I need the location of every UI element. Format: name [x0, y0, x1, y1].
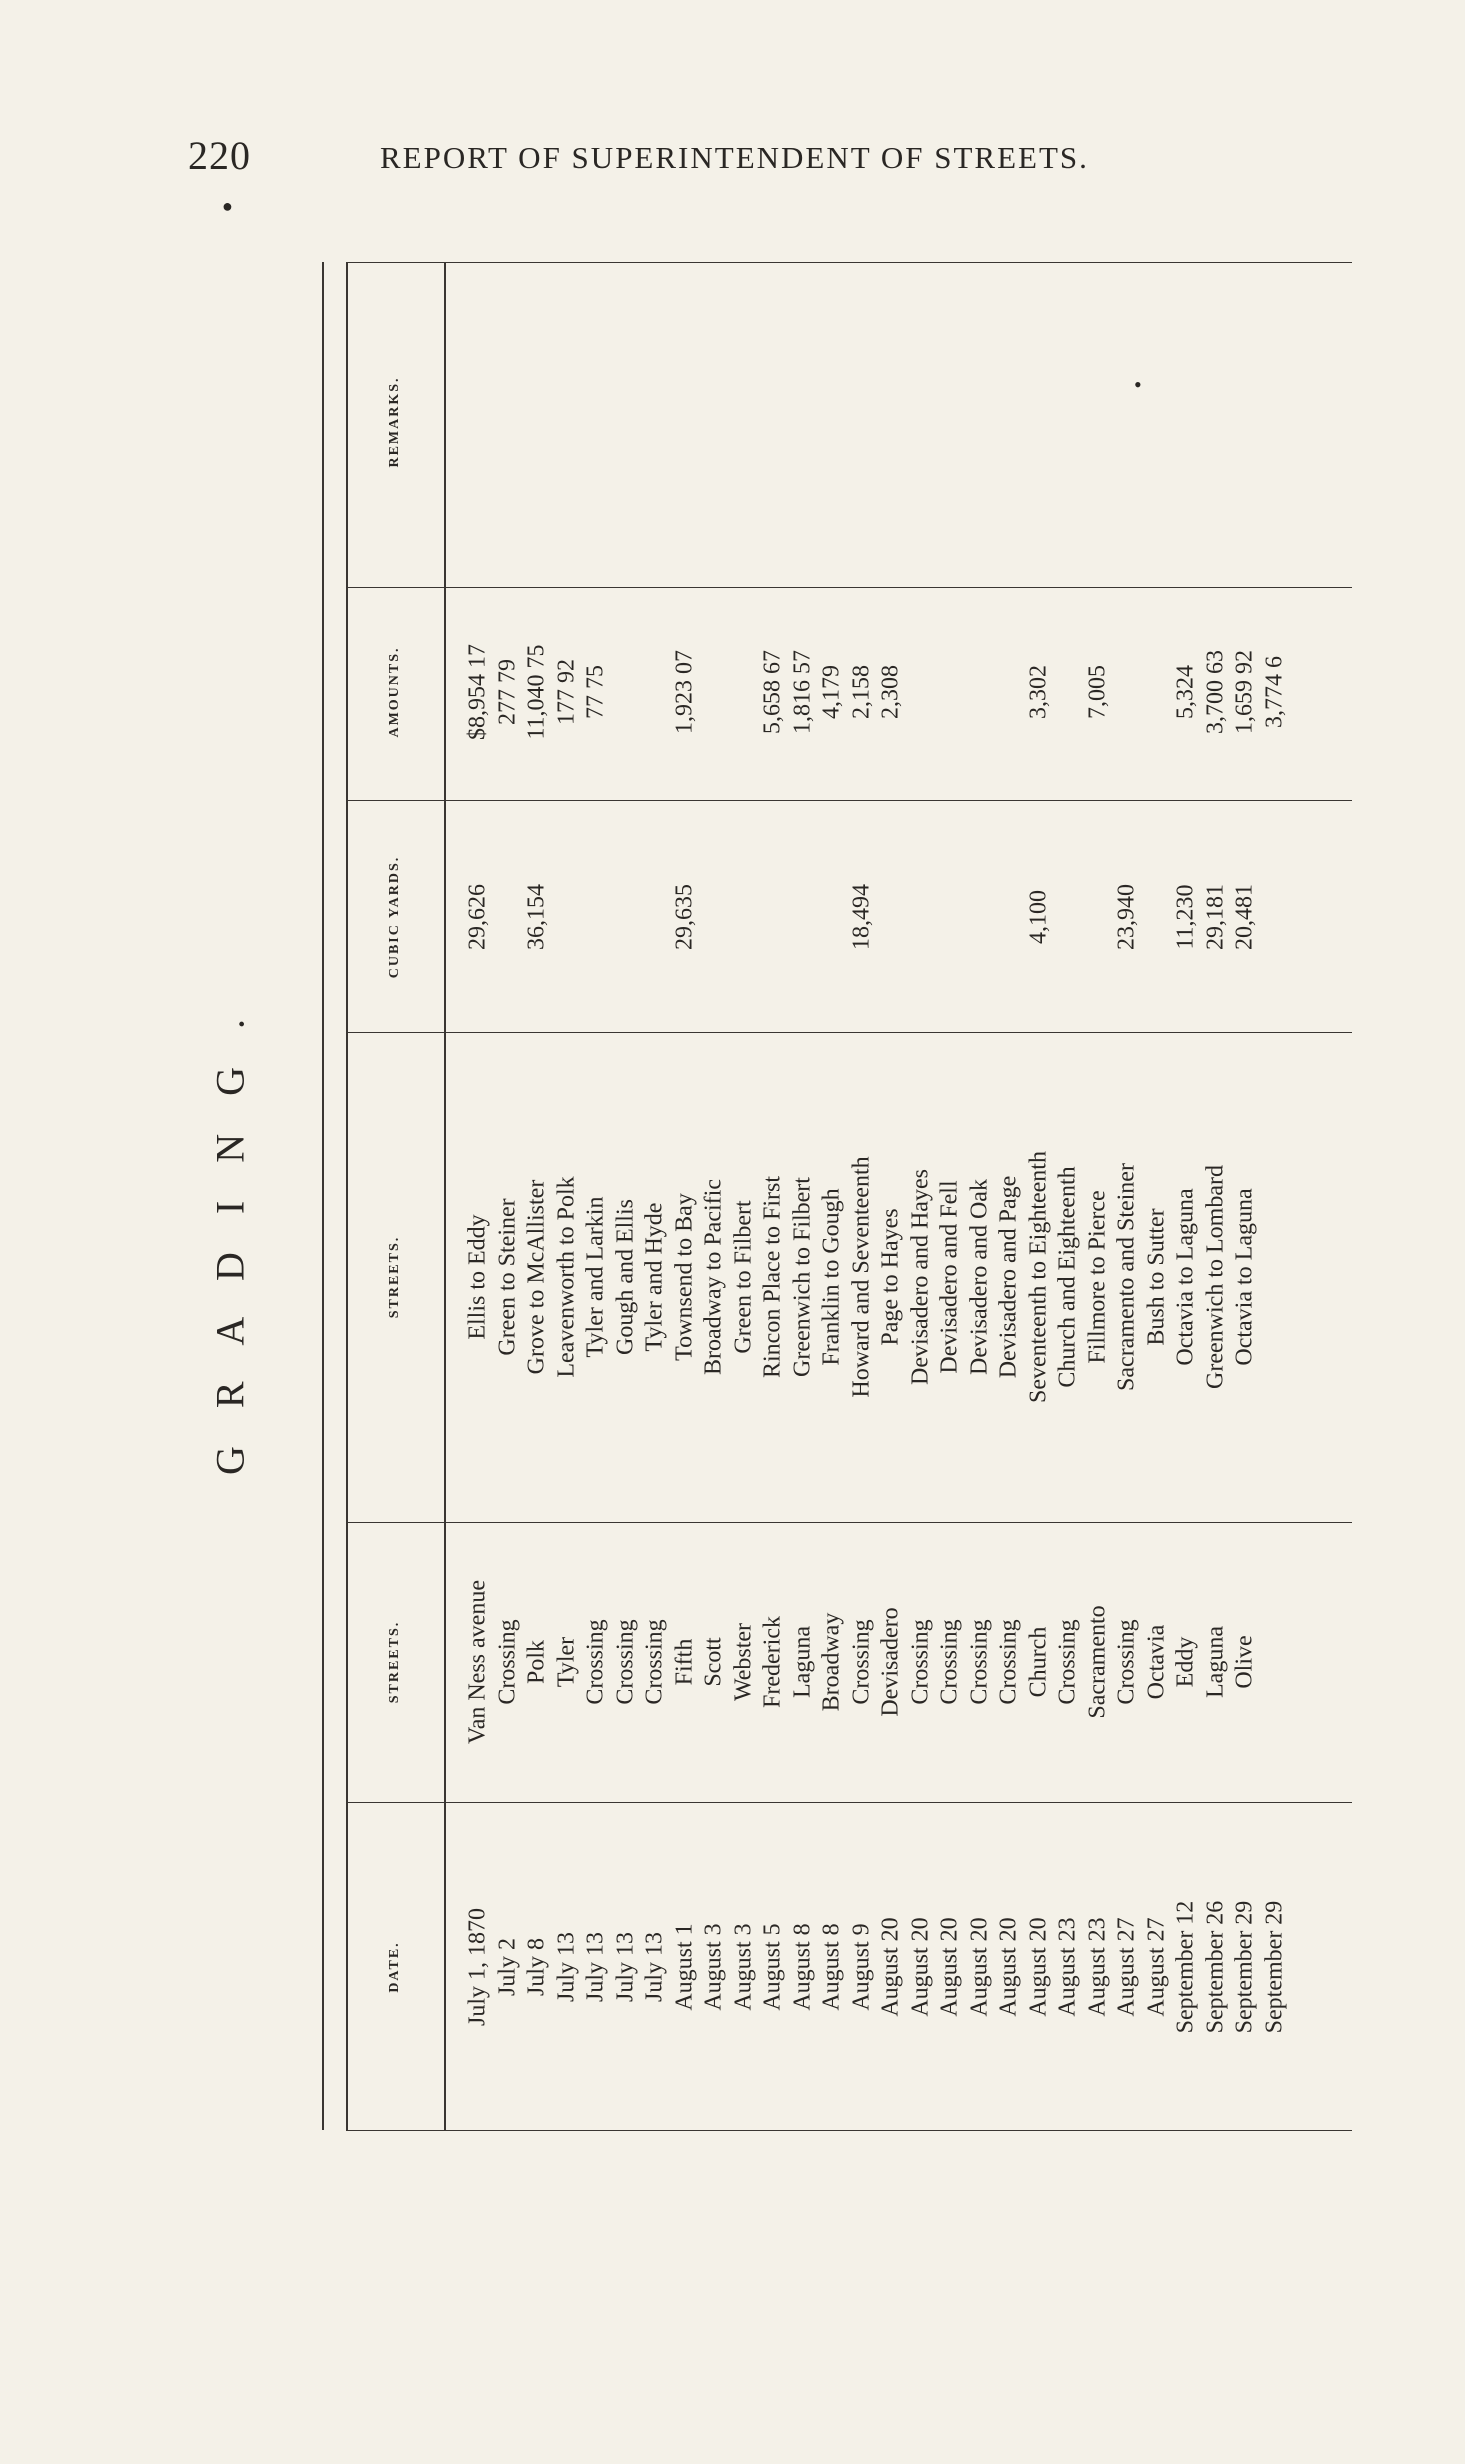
- amount-cell: 2,158: [848, 665, 874, 719]
- cubic-yards-cell: 29,626: [464, 884, 491, 950]
- street-cell: Van Ness avenue: [464, 1580, 491, 1744]
- between-cell: Greenwich to Lombard: [1202, 1165, 1228, 1389]
- date-cell: August 27: [1113, 1917, 1140, 2017]
- date-cell: August 20: [995, 1917, 1022, 2017]
- between-cell: Franklin to Gough: [818, 1188, 845, 1366]
- amount-cell: 277 79: [494, 659, 520, 725]
- table-row: [641, 262, 670, 2130]
- street-cell: Eddy: [1172, 1636, 1199, 1688]
- street-cell: Sacramento: [1084, 1605, 1110, 1719]
- amount-cell: 3,774 6: [1261, 656, 1287, 728]
- amount-cell: 7,005: [1084, 665, 1110, 719]
- between-cell: Tyler and Hyde: [641, 1202, 668, 1352]
- table-row: [1084, 262, 1113, 2130]
- date-cell: July 1, 1870: [464, 1907, 491, 2027]
- cubic-yards-cell: 36,154: [523, 884, 550, 950]
- table-row: [936, 262, 965, 2130]
- between-cell: Octavia to Laguna: [1172, 1188, 1199, 1366]
- table-row: [1054, 262, 1083, 2130]
- between-cell: Octavia to Laguna: [1231, 1188, 1258, 1366]
- amount-cell: 177 92: [553, 659, 579, 725]
- amount-cell: 5,324: [1172, 665, 1199, 719]
- table-row: [789, 262, 818, 2130]
- street-cell: Polk: [523, 1639, 550, 1685]
- table-row: [1231, 262, 1260, 2130]
- cubic-yards-cell: 18,494: [848, 884, 874, 950]
- amount-cell: 3,302: [1025, 665, 1051, 719]
- between-cell: Howard and Seventeenth: [848, 1156, 874, 1398]
- between-cell: Tyler and Larkin: [582, 1196, 609, 1358]
- street-cell: Devisadero: [877, 1607, 904, 1717]
- date-cell: September 29: [1261, 1900, 1287, 2034]
- grading-table: [322, 262, 1352, 2130]
- date-cell: August 3: [700, 1923, 727, 2011]
- between-cell: Ellis to Eddy: [464, 1214, 491, 1340]
- table-rule-left: [322, 262, 324, 2130]
- between-cell: Devisadero and Oak: [966, 1179, 992, 1375]
- amount-cell: 4,179: [818, 665, 845, 719]
- header-between: STREETS.: [387, 1235, 402, 1319]
- cubic-yards-cell: 11,230: [1172, 884, 1199, 950]
- date-cell: August 20: [907, 1917, 933, 2017]
- between-cell: Bush to Sutter: [1143, 1208, 1169, 1346]
- between-cell: Page to Hayes: [877, 1208, 904, 1346]
- amount-cell: 1,659 92: [1231, 650, 1258, 734]
- table-rule-bottom: [346, 2130, 1352, 2131]
- table-row: [464, 262, 493, 2130]
- header-streets: STREETS.: [387, 1620, 402, 1704]
- date-cell: August 5: [759, 1923, 786, 2011]
- table-row: [1202, 262, 1231, 2130]
- table-row: [848, 262, 877, 2130]
- header-date: DATE.: [387, 1941, 402, 1993]
- date-cell: September 12: [1172, 1900, 1199, 2034]
- table-row: [907, 262, 936, 2130]
- between-cell: Grove to McAllister: [523, 1179, 550, 1375]
- table-row: [966, 262, 995, 2130]
- street-cell: Tyler: [553, 1636, 579, 1688]
- street-cell: Crossing: [1113, 1619, 1140, 1705]
- amount-cell: 3,700 63: [1202, 650, 1228, 734]
- date-cell: September 29: [1231, 1900, 1258, 2034]
- between-cell: Seventeenth to Eighteenth: [1025, 1151, 1051, 1403]
- table-row: [759, 262, 788, 2130]
- date-cell: August 9: [848, 1923, 874, 2011]
- between-cell: Devisadero and Fell: [936, 1180, 963, 1374]
- between-cell: Green to Filbert: [730, 1200, 756, 1354]
- bullet-mark: ●: [222, 196, 233, 216]
- amount-cell: 5,658 67: [759, 650, 786, 734]
- table-row: [582, 262, 611, 2130]
- date-cell: July 13: [582, 1931, 609, 2003]
- street-cell: Crossing: [966, 1619, 992, 1705]
- street-cell: Crossing: [494, 1619, 520, 1705]
- amount-cell: 11,040 75: [523, 644, 550, 740]
- table-row: [730, 262, 759, 2130]
- table-row: [818, 262, 847, 2130]
- date-cell: August 27: [1143, 1917, 1169, 2017]
- amount-cell: 1,923 07: [671, 650, 697, 734]
- street-cell: Crossing: [936, 1619, 963, 1705]
- between-cell: Townsend to Bay: [671, 1193, 697, 1361]
- street-cell: Scott: [700, 1637, 727, 1687]
- between-cell: Devisadero and Page: [995, 1175, 1022, 1379]
- header-cubic-yards: CUBIC YARDS.: [387, 855, 402, 979]
- date-cell: July 2: [494, 1937, 520, 1997]
- amount-cell: 2,308: [877, 665, 904, 719]
- date-cell: July 13: [641, 1931, 668, 2003]
- street-cell: Crossing: [848, 1619, 874, 1705]
- date-cell: July 13: [612, 1931, 638, 2003]
- between-cell: Fillmore to Pierce: [1084, 1190, 1110, 1364]
- date-cell: August 20: [877, 1917, 904, 2017]
- cubic-yards-cell: 23,940: [1113, 884, 1140, 950]
- table-row: [612, 262, 641, 2130]
- table-row: [553, 262, 582, 2130]
- street-cell: Frederick: [759, 1616, 786, 1708]
- page-number: 220: [188, 133, 251, 178]
- table-row: [1261, 262, 1290, 2130]
- date-cell: August 23: [1084, 1917, 1110, 2017]
- date-cell: August 20: [1025, 1917, 1051, 2017]
- street-cell: Crossing: [612, 1619, 638, 1705]
- between-cell: Church and Eighteenth: [1054, 1166, 1081, 1388]
- running-head: REPORT OF SUPERINTENDENT OF STREETS.: [380, 140, 1089, 175]
- street-cell: Laguna: [789, 1626, 815, 1698]
- table-row: [877, 262, 906, 2130]
- date-cell: August 23: [1054, 1917, 1081, 2017]
- cubic-yards-cell: 4,100: [1025, 890, 1051, 944]
- street-cell: Broadway: [818, 1612, 845, 1712]
- cubic-yards-cell: 29,635: [671, 884, 697, 950]
- street-cell: Church: [1025, 1626, 1051, 1698]
- table-rule-left-inner: [346, 262, 348, 2130]
- table-row: [700, 262, 729, 2130]
- date-cell: September 26: [1202, 1900, 1228, 2034]
- table-row: [995, 262, 1024, 2130]
- street-cell: Crossing: [641, 1619, 668, 1705]
- date-cell: August 3: [730, 1923, 756, 2011]
- amount-cell: 77 75: [582, 665, 609, 719]
- date-cell: August 20: [966, 1917, 992, 2017]
- table-row: [1172, 262, 1201, 2130]
- street-cell: Fifth: [671, 1638, 697, 1686]
- street-cell: Crossing: [907, 1619, 933, 1705]
- street-cell: Octavia: [1143, 1624, 1169, 1700]
- street-cell: Laguna: [1202, 1626, 1228, 1698]
- header-column-rule: [444, 262, 446, 2130]
- date-cell: July 8: [523, 1937, 550, 1997]
- between-cell: Greenwich to Filbert: [789, 1177, 815, 1377]
- table-row: [1025, 262, 1054, 2130]
- between-cell: Devisadero and Hayes: [907, 1169, 933, 1385]
- between-cell: Broadway to Pacific: [700, 1179, 727, 1375]
- street-cell: Crossing: [582, 1619, 609, 1705]
- between-cell: Gough and Ellis: [612, 1199, 638, 1355]
- stray-mark: •: [1134, 372, 1142, 397]
- amount-cell: 1,816 57: [789, 650, 815, 734]
- header-amounts: AMOUNTS.: [387, 646, 402, 738]
- amount-cell: $8,954 17: [464, 644, 491, 740]
- table-row: [1143, 262, 1172, 2130]
- date-cell: August 8: [818, 1923, 845, 2011]
- between-cell: Rincon Place to First: [759, 1176, 786, 1378]
- date-cell: August 20: [936, 1917, 963, 2017]
- street-cell: Crossing: [995, 1619, 1022, 1705]
- cubic-yards-cell: 20,481: [1231, 884, 1258, 950]
- table-row: [523, 262, 552, 2130]
- street-cell: Webster: [730, 1622, 756, 1702]
- between-cell: Green to Steiner: [494, 1198, 520, 1356]
- street-cell: Olive: [1231, 1635, 1258, 1689]
- header-remarks: REMARKS.: [387, 376, 402, 468]
- date-cell: August 8: [789, 1923, 815, 2011]
- street-cell: Crossing: [1054, 1619, 1081, 1705]
- date-cell: August 1: [671, 1923, 697, 2011]
- cubic-yards-cell: 29,181: [1202, 884, 1228, 950]
- between-cell: Leavenworth to Polk: [553, 1176, 579, 1378]
- section-title: G R A D I N G .: [207, 1004, 253, 1476]
- table-row: [1113, 262, 1142, 2130]
- table-row: [494, 262, 523, 2130]
- date-cell: July 13: [553, 1931, 579, 2003]
- between-cell: Sacramento and Steiner: [1113, 1163, 1140, 1391]
- table-row: [671, 262, 700, 2130]
